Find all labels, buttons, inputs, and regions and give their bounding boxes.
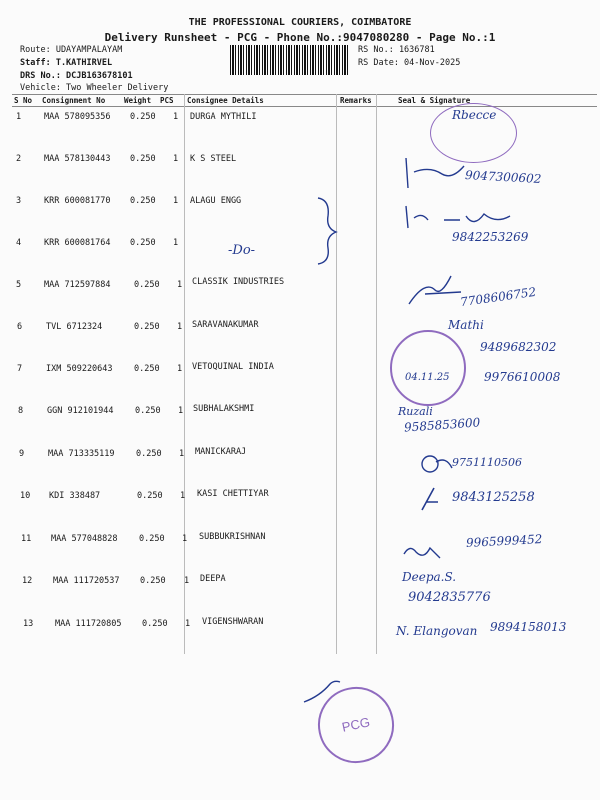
company-title: THE PROFESSIONAL COURIERS, COIMBATORE — [188, 17, 412, 28]
row-consignment: MAA 713335119 — [48, 449, 115, 459]
row-pcs: 1 — [179, 449, 185, 459]
row-consignment: IXM 509220643 — [46, 364, 113, 374]
row-sno: 10 — [20, 491, 31, 501]
signature-8: 9585853600 — [403, 415, 481, 435]
row-consignee: DURGA MYTHILI — [190, 112, 257, 122]
signature-5: 7708606752 — [459, 284, 537, 310]
column-divider-remarks — [336, 94, 337, 654]
row-pcs: 1 — [182, 534, 188, 544]
vehicle-label: Vehicle: Two Wheeler Delivery — [20, 83, 169, 93]
row-consignee: MANICKARAJ — [195, 447, 247, 457]
row-consignment: TVL 6712324 — [46, 322, 103, 332]
row-consignment: KRR 600081764 — [44, 238, 111, 248]
row-sno: 3 — [16, 196, 22, 206]
table-header-border — [12, 106, 597, 107]
row-consignee: CLASSIK INDUSTRIES — [192, 277, 285, 287]
row-weight: 0.250 — [139, 534, 165, 544]
signature-13: 9894158013 — [490, 620, 567, 634]
row-consignment: MAA 111720805 — [55, 619, 122, 629]
row-weight: 0.250 — [136, 449, 162, 459]
row-pcs: 1 — [185, 619, 191, 629]
row-sno: 8 — [18, 406, 24, 416]
column-divider-seal — [376, 94, 377, 654]
row-consignment: MAA 577048828 — [51, 534, 118, 544]
staff-label: Staff: T.KATHIRVEL — [20, 58, 113, 68]
row-weight: 0.250 — [140, 576, 166, 586]
seal-stamp-7 — [390, 330, 466, 406]
name-12: Deepa.S. — [402, 570, 457, 584]
ditto-mark: -Do- — [228, 243, 256, 258]
phone-7b: 9976610008 — [484, 370, 561, 384]
row-weight: 0.250 — [134, 322, 160, 332]
row-sno: 13 — [23, 619, 34, 629]
row-weight: 0.250 — [135, 406, 161, 416]
col-consignee: Consignee Details — [187, 96, 264, 105]
rs-number: RS No.: 1636781 — [358, 45, 435, 55]
signature-9: 9751110506 — [452, 456, 522, 469]
row-consignee: VETOQUINAL INDIA — [192, 362, 274, 372]
row-weight: 0.250 — [142, 619, 168, 629]
row-consignee: KASI CHETTIYAR — [197, 489, 269, 499]
barcode — [230, 45, 350, 75]
row-weight: 0.250 — [134, 364, 160, 374]
row-pcs: 1 — [177, 322, 183, 332]
scribble-10 — [418, 484, 442, 514]
row-consignment: MAA 578095356 — [44, 112, 111, 122]
route-label: Route: UDAYAMPALAYAM — [20, 45, 123, 55]
table-top-border — [12, 94, 597, 95]
row-consignment: KRR 600081770 — [44, 196, 111, 206]
row-weight: 0.250 — [130, 238, 156, 248]
row-sno: 1 — [16, 112, 22, 122]
name-13: N. Elangovan — [396, 624, 478, 638]
col-weight: Weight — [124, 96, 152, 105]
row-weight: 0.250 — [137, 491, 163, 501]
row-pcs: 1 — [184, 576, 190, 586]
signature-2: 9047300602 — [464, 168, 542, 186]
row-sno: 4 — [16, 238, 22, 248]
row-pcs: 1 — [173, 154, 179, 164]
signature-11: 9965999452 — [465, 532, 543, 550]
col-consignment: Consignment No — [42, 96, 106, 105]
pcg-stamp: PCG — [311, 680, 401, 770]
row-weight: 0.250 — [134, 280, 160, 290]
row-sno: 12 — [22, 576, 33, 586]
scribble-11 — [400, 538, 450, 566]
signature-1: Rbecce — [452, 108, 497, 122]
col-remarks: Remarks — [340, 96, 372, 105]
signature-10: 9843125258 — [452, 490, 535, 505]
row-consignee: DEEPA — [200, 574, 226, 584]
row-weight: 0.250 — [130, 154, 156, 164]
scribble-2 — [400, 152, 470, 192]
row-pcs: 1 — [180, 491, 186, 501]
row-consignee: K S STEEL — [190, 154, 237, 164]
rs-date: RS Date: 04-Nov-2025 — [358, 58, 461, 68]
signature-6: Mathi — [448, 318, 484, 332]
col-pcs: PCS — [160, 96, 174, 105]
row-sno: 7 — [17, 364, 23, 374]
row-consignee: SUBBUKRISHNAN — [199, 532, 266, 542]
runsheet-subtitle: Delivery Runsheet - PCG - Phone No.:9047080280 - Page No.:1 — [104, 31, 496, 44]
scribble-5 — [405, 270, 465, 310]
name-8: Ruzali — [398, 405, 433, 418]
row-pcs: 1 — [173, 196, 179, 206]
brace-mark — [312, 196, 342, 266]
drs-number: DRS No.: DCJB163678101 — [20, 71, 133, 81]
row-consignee: SARAVANAKUMAR — [192, 320, 259, 330]
column-divider-consignee — [182, 94, 188, 654]
row-pcs: 1 — [178, 406, 184, 416]
row-consignment: MAA 712597884 — [44, 280, 111, 290]
col-seal: Seal & Signature — [398, 96, 471, 105]
row-sno: 5 — [16, 280, 22, 290]
row-weight: 0.250 — [130, 196, 156, 206]
row-pcs: 1 — [173, 112, 179, 122]
row-pcs: 1 — [177, 280, 183, 290]
signature-7: 9489682302 — [480, 340, 557, 354]
col-sno: S No — [14, 96, 33, 105]
row-sno: 2 — [16, 154, 22, 164]
row-sno: 11 — [21, 534, 32, 544]
signature-4: 9842253269 — [452, 230, 529, 244]
row-consignee: ALAGU ENGG — [190, 196, 242, 206]
row-consignment: MAA 111720537 — [53, 576, 120, 586]
row-consignee: VIGENSHWARAN — [202, 617, 264, 627]
row-weight: 0.250 — [130, 112, 156, 122]
signature-12: 9042835776 — [408, 590, 491, 605]
row-sno: 6 — [17, 322, 23, 332]
row-pcs: 1 — [173, 238, 179, 248]
scribble-bottom — [300, 676, 360, 706]
row-sno: 9 — [19, 449, 25, 459]
date-7: 04.11.25 — [405, 372, 450, 383]
row-consignment: GGN 912101944 — [47, 406, 114, 416]
scribble-3 — [400, 202, 530, 232]
row-pcs: 1 — [177, 364, 183, 374]
row-consignee: SUBHALAKSHMI — [193, 404, 255, 414]
row-consignment: MAA 578130443 — [44, 154, 111, 164]
row-consignment: KDI 338487 — [49, 491, 101, 501]
